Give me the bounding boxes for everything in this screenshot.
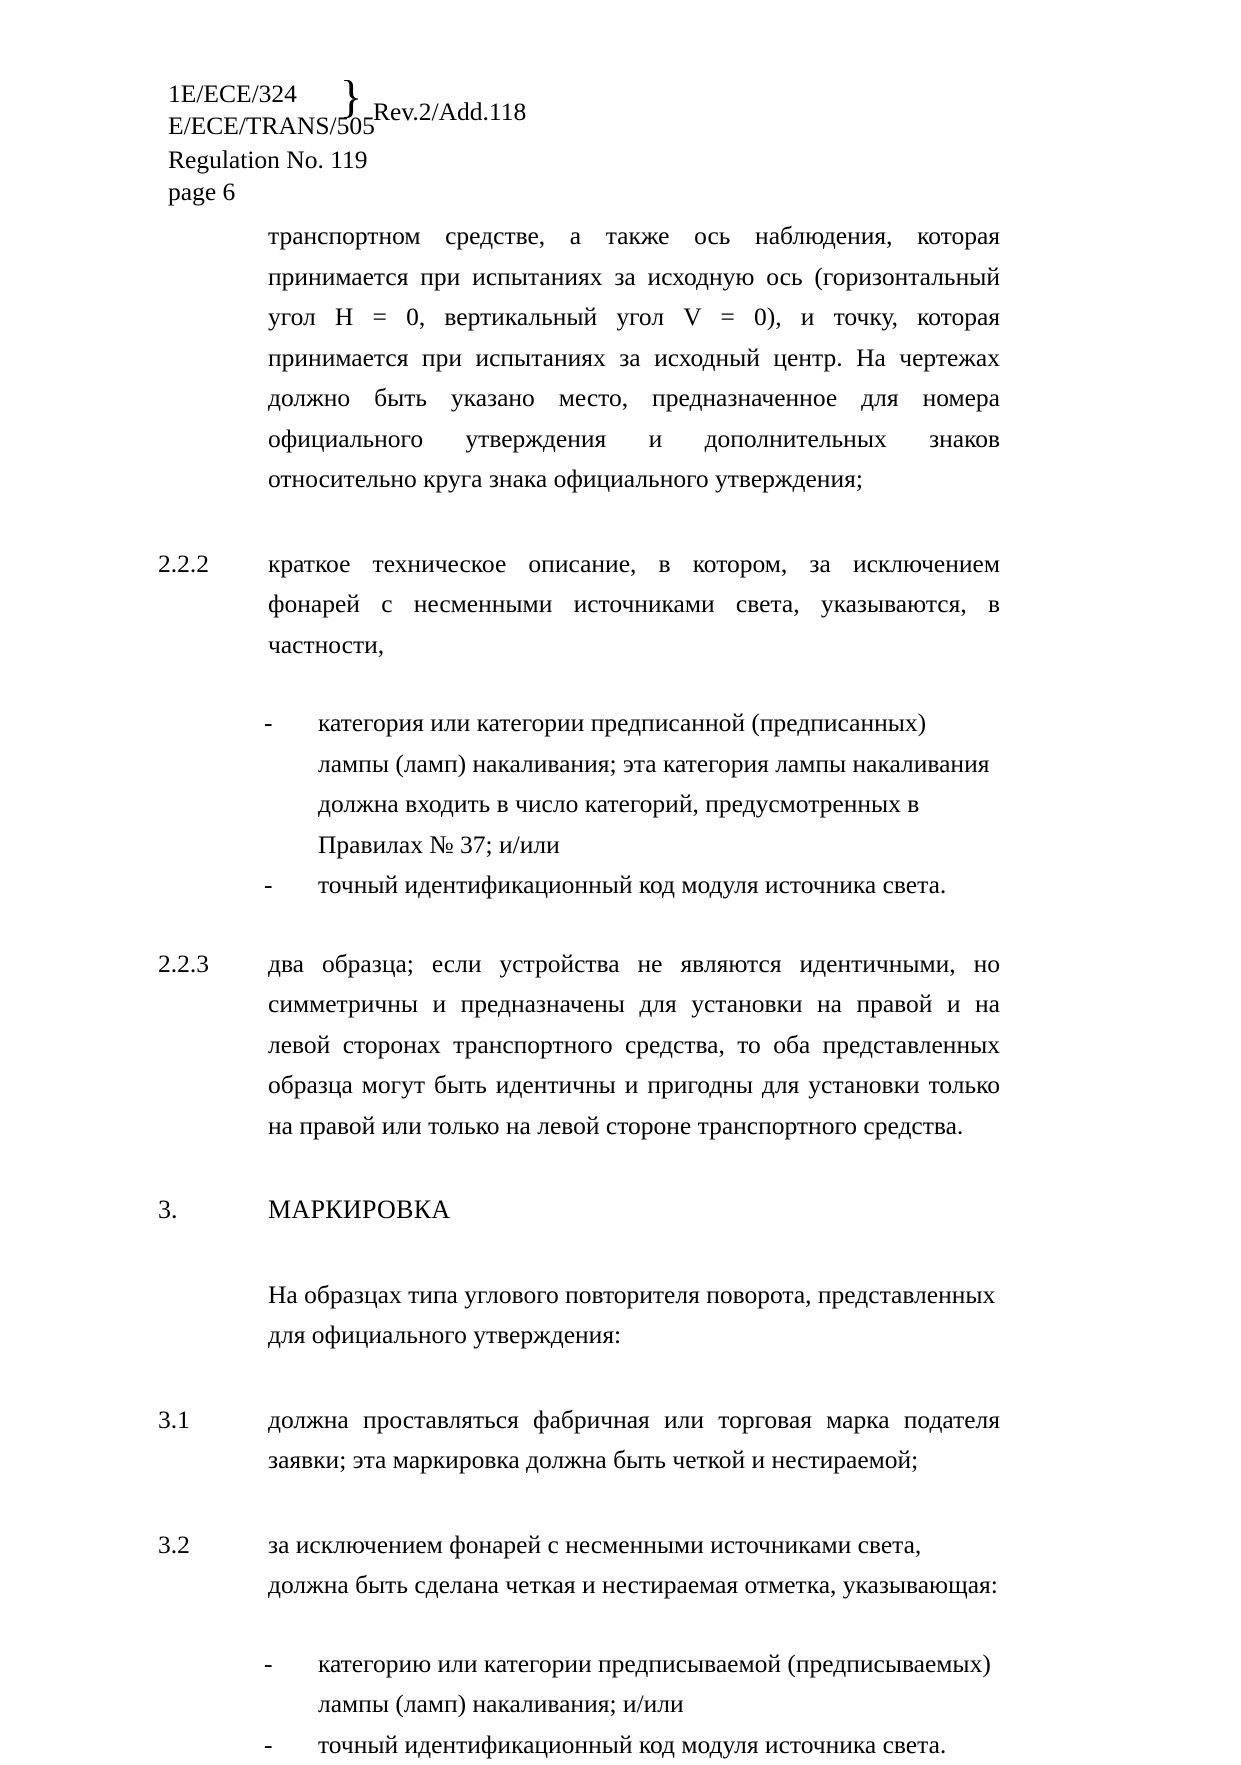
section-3-1-number: 3.1 [158, 1400, 268, 1441]
header-symbol-group [168, 78, 375, 142]
header-regulation: Regulation No. 119 [168, 144, 375, 176]
spacer [0, 1356, 1241, 1400]
header-revision: Rev.2/Add.118 [373, 96, 526, 128]
spacer [0, 500, 1241, 544]
section-3-heading [0, 1190, 1241, 1231]
bullet-text: точный идентификационный код модуля источника света. [318, 865, 998, 906]
header-symbol-line-1: 1E/ECE/324 [168, 78, 375, 110]
header-brace: } [340, 74, 362, 120]
header-page-number: page 6 [168, 176, 375, 208]
spacer [0, 1481, 1241, 1525]
document-header [168, 78, 375, 208]
section-2-2-2-number: 2.2.2 [158, 544, 268, 585]
bullet-marker: - [264, 1644, 318, 1685]
header-symbol-line-2: E/ECE/TRANS/505 [168, 110, 375, 142]
section-3-2 [0, 1525, 1241, 1606]
section-3-lead-paragraph [0, 1275, 1241, 1356]
section-3-lead-text: На образцах типа углового повторителя поворота, представленных для официального утверждения: [268, 1275, 1000, 1356]
section-3-title: МАРКИРОВКА [268, 1190, 1000, 1231]
paragraph-continued-text: транспортном средстве, а также ось наблюдения, которая принимается при испытаниях за исходную ось (горизонтальный угол H = 0, вертикальный угол V = 0), и точку, которая принимается при испытаниях за исходный центр. На чертежах должно быть указано место, предназначенное для номера официального утверждения и дополнительных знаков относительно круга знака официального утверждения; [268, 216, 1000, 500]
spacer [0, 1146, 1241, 1190]
section-3-2-text: за исключением фонарей с несменными источниками света, должна быть сделана четкая и нестираемая отметка, указывающая: [268, 1525, 1000, 1606]
section-2-2-2-bullet-2 [264, 865, 1241, 906]
section-2-2-3-text: два образца; если устройства не являются идентичными, но симметричны и предназначены для установки на правой и на левой сторонах транспортного средства, то оба представленных образца могут быть идентичны и пригодны для установки только на правой или только на левой стороне транспортного средства. [268, 944, 1000, 1147]
section-3-number: 3. [158, 1190, 268, 1231]
bullet-text: категорию или категории предписываемой (предписываемых) лампы (ламп) накаливания; и/или [318, 1644, 998, 1725]
section-3-2-bullet-1 [264, 1644, 1241, 1725]
spacer [0, 665, 1241, 703]
section-3-2-number: 3.2 [158, 1525, 268, 1566]
bullet-marker: - [264, 703, 318, 744]
section-3-1-text: должна проставляться фабричная или торговая марка подателя заявки; эта маркировка должна быть четкой и нестираемой; [268, 1400, 1000, 1481]
section-2-2-2 [0, 544, 1241, 666]
section-3-1 [0, 1400, 1241, 1481]
section-3-2-bullet-2 [264, 1725, 1241, 1765]
section-2-2-2-text: краткое техническое описание, в котором, за исключением фонарей с несменными источниками света, указываются, в частности, [268, 544, 1000, 666]
document-body [0, 216, 1241, 1765]
section-2-2-3-number: 2.2.3 [158, 944, 268, 985]
section-2-2-3 [0, 944, 1241, 1147]
bullet-marker: - [264, 865, 318, 906]
paragraph-continued [0, 216, 1241, 500]
bullet-text: категория или категории предписанной (предписанных) лампы (ламп) накаливания; эта категория лампы накаливания должна входить в число категорий, предусмотренных в Правилах № 37; и/или [318, 703, 998, 865]
bullet-marker: - [264, 1725, 318, 1765]
spacer [0, 1231, 1241, 1275]
section-2-2-2-bullet-1 [264, 703, 1241, 865]
bullet-text: точный идентификационный код модуля источника света. [318, 1725, 998, 1765]
spacer [0, 906, 1241, 944]
spacer [0, 1606, 1241, 1644]
